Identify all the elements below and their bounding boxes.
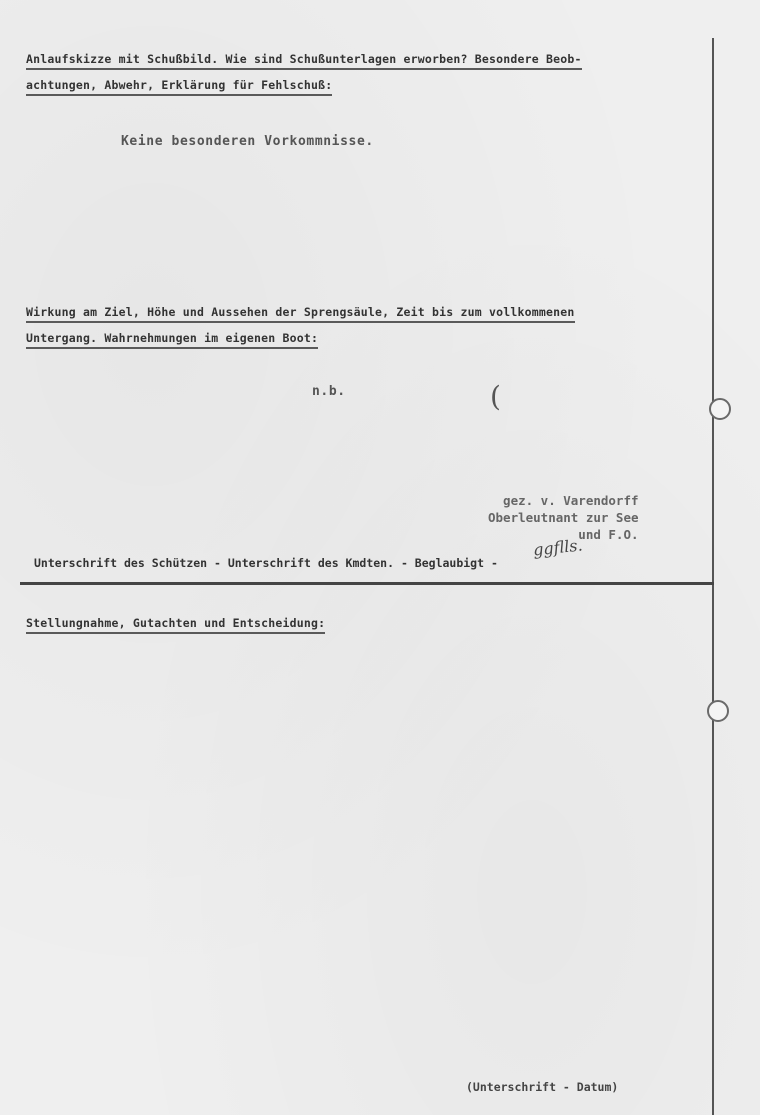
stamp-line1: gez. v. Varendorff <box>503 493 639 508</box>
section1-heading-line2: achtungen, Abwehr, Erklärung für Fehlschuß: <box>26 76 332 96</box>
punch-hole-bottom <box>707 700 729 722</box>
officer-stamp <box>488 492 639 543</box>
stamp-line2: Oberleutnant zur See <box>488 510 639 525</box>
punch-hole-top <box>709 398 731 420</box>
stamp-line3: und F.O. <box>578 527 639 542</box>
section1-heading-line1: Anlaufskizze mit Schußbild. Wie sind Schußunterlagen erworben? Besondere Beob- <box>26 50 582 70</box>
section2-heading-line2: Untergang. Wahrnehmungen im eigenen Boot: <box>26 329 318 349</box>
footer-signature-label: (Unterschrift - Datum) <box>466 1080 619 1094</box>
section1-content: Keine besonderen Vorkommnisse. <box>121 134 374 149</box>
section3-heading <box>26 614 325 640</box>
section-divider-rule <box>20 582 714 585</box>
handwritten-signature: ggflls. <box>532 535 584 560</box>
section1-heading <box>26 50 582 102</box>
handwritten-mark: ( <box>490 380 501 413</box>
right-margin-rule <box>712 38 714 1115</box>
signature-row: Unterschrift des Schützen - Unterschrift des Kmdten. - Beglaubigt - <box>34 556 498 570</box>
section3-heading-line: Stellungnahme, Gutachten und Entscheidung: <box>26 614 325 634</box>
section2-heading-line1: Wirkung am Ziel, Höhe und Aussehen der Sprengsäule, Zeit bis zum vollkommenen <box>26 303 575 323</box>
section2-content: n.b. <box>312 384 346 399</box>
section2-heading <box>26 303 575 355</box>
